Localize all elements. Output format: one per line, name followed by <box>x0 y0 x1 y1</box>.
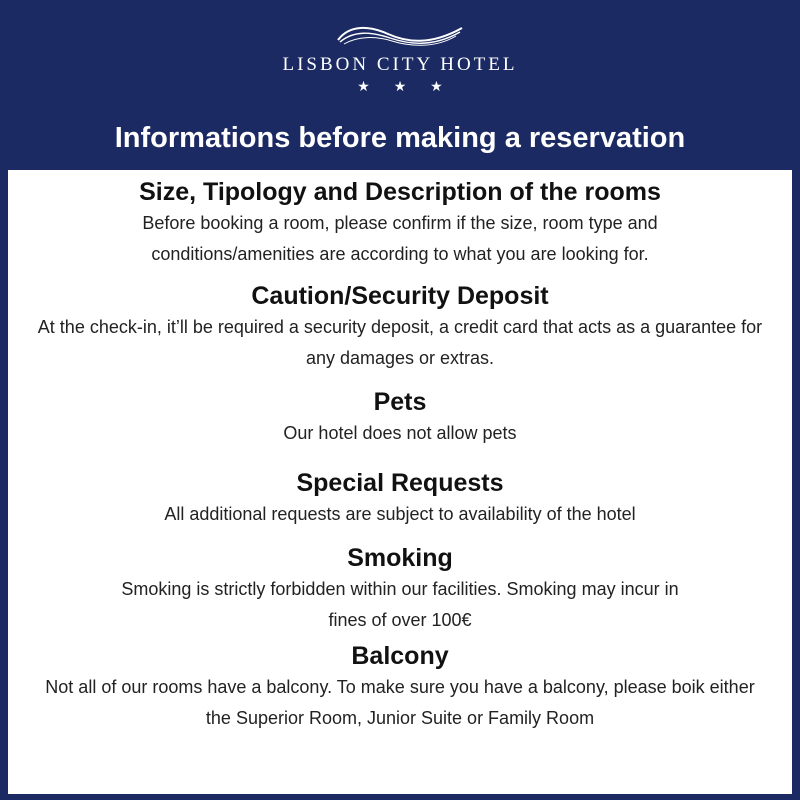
hotel-name: LISBON CITY HOTEL <box>282 54 518 75</box>
section-pets <box>8 386 792 449</box>
section-text: Smoking is strictly forbidden within our facilities. Smoking may incur in fines of over 100€ <box>121 579 679 630</box>
section-text: Before booking a room, please confirm if the size, room type and conditions/amenities are according to what you are looking for. <box>142 213 658 264</box>
section-heading: Size, Tipology and Description of the rooms <box>139 178 661 206</box>
section-heading: Smoking <box>347 544 453 572</box>
hotel-logo <box>0 22 800 102</box>
section-text: Our hotel does not allow pets <box>283 423 517 443</box>
section-text: All additional requests are subject to availability of the hotel <box>164 504 636 524</box>
info-panel <box>8 170 792 794</box>
page-title: Informations before making a reservation <box>114 122 686 154</box>
section-balcony <box>8 640 792 734</box>
section-text: Not all of our rooms have a balcony. To make sure you have a balcony, please boik either the Superior Room, Junior Suite or Family Room <box>45 677 755 728</box>
star-rating-icon: ★ ★ ★ <box>357 78 453 94</box>
section-heading: Balcony <box>351 642 449 670</box>
section-smoking <box>8 542 792 636</box>
swoosh-logo-icon <box>330 22 470 52</box>
section-heading: Special Requests <box>296 469 504 497</box>
section-room-description <box>8 176 792 270</box>
section-security-deposit <box>8 280 792 374</box>
section-special-requests <box>8 467 792 530</box>
section-heading: Pets <box>373 388 427 416</box>
section-text: At the check-in, it’ll be required a security deposit, a credit card that acts as a guarantee for any damages or extras. <box>37 317 763 368</box>
section-heading: Caution/Security Deposit <box>251 282 549 310</box>
